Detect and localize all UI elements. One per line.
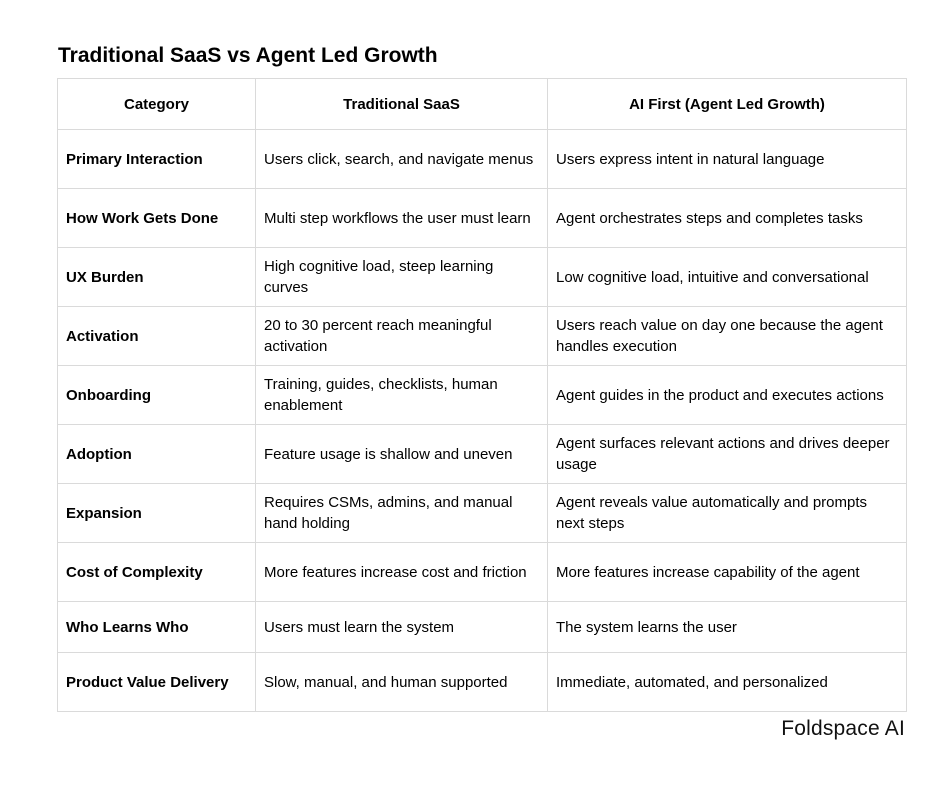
row-traditional: Feature usage is shallow and uneven [256, 425, 548, 484]
row-ai-first: Users reach value on day one because the agent handles execution [548, 307, 907, 366]
table-row [58, 366, 907, 425]
row-traditional: High cognitive load, steep learning curves [256, 248, 548, 307]
row-category: Expansion [58, 484, 256, 543]
row-category: Primary Interaction [58, 130, 256, 189]
row-ai-first: The system learns the user [548, 602, 907, 653]
table-row [58, 484, 907, 543]
row-ai-first: Users express intent in natural language [548, 130, 907, 189]
row-traditional: Training, guides, checklists, human enablement [256, 366, 548, 425]
table-row [58, 189, 907, 248]
row-ai-first: Agent surfaces relevant actions and drives deeper usage [548, 425, 907, 484]
header-ai-first: AI First (Agent Led Growth) [548, 79, 907, 130]
row-ai-first: Low cognitive load, intuitive and conversational [548, 248, 907, 307]
row-ai-first: Agent reveals value automatically and prompts next steps [548, 484, 907, 543]
row-category: Product Value Delivery [58, 653, 256, 712]
page-title: Traditional SaaS vs Agent Led Growth [58, 44, 438, 67]
row-category: Who Learns Who [58, 602, 256, 653]
row-category: How Work Gets Done [58, 189, 256, 248]
row-traditional: Users must learn the system [256, 602, 548, 653]
row-ai-first: More features increase capability of the agent [548, 543, 907, 602]
table-row [58, 425, 907, 484]
brand-label: Foldspace AI [781, 717, 905, 740]
table-row [58, 653, 907, 712]
row-traditional: More features increase cost and friction [256, 543, 548, 602]
row-traditional: Requires CSMs, admins, and manual hand holding [256, 484, 548, 543]
table-row [58, 602, 907, 653]
table-row [58, 130, 907, 189]
table-row [58, 248, 907, 307]
row-traditional: Users click, search, and navigate menus [256, 130, 548, 189]
row-category: Adoption [58, 425, 256, 484]
table-row [58, 543, 907, 602]
row-ai-first: Immediate, automated, and personalized [548, 653, 907, 712]
comparison-table [57, 78, 907, 712]
row-category: Activation [58, 307, 256, 366]
table-row [58, 307, 907, 366]
row-ai-first: Agent guides in the product and executes actions [548, 366, 907, 425]
row-ai-first: Agent orchestrates steps and completes tasks [548, 189, 907, 248]
header-category: Category [58, 79, 256, 130]
header-traditional-saas: Traditional SaaS [256, 79, 548, 130]
table-header-row [58, 79, 907, 130]
row-category: Onboarding [58, 366, 256, 425]
row-traditional: Multi step workflows the user must learn [256, 189, 548, 248]
row-traditional: Slow, manual, and human supported [256, 653, 548, 712]
row-category: Cost of Complexity [58, 543, 256, 602]
row-traditional: 20 to 30 percent reach meaningful activation [256, 307, 548, 366]
row-category: UX Burden [58, 248, 256, 307]
